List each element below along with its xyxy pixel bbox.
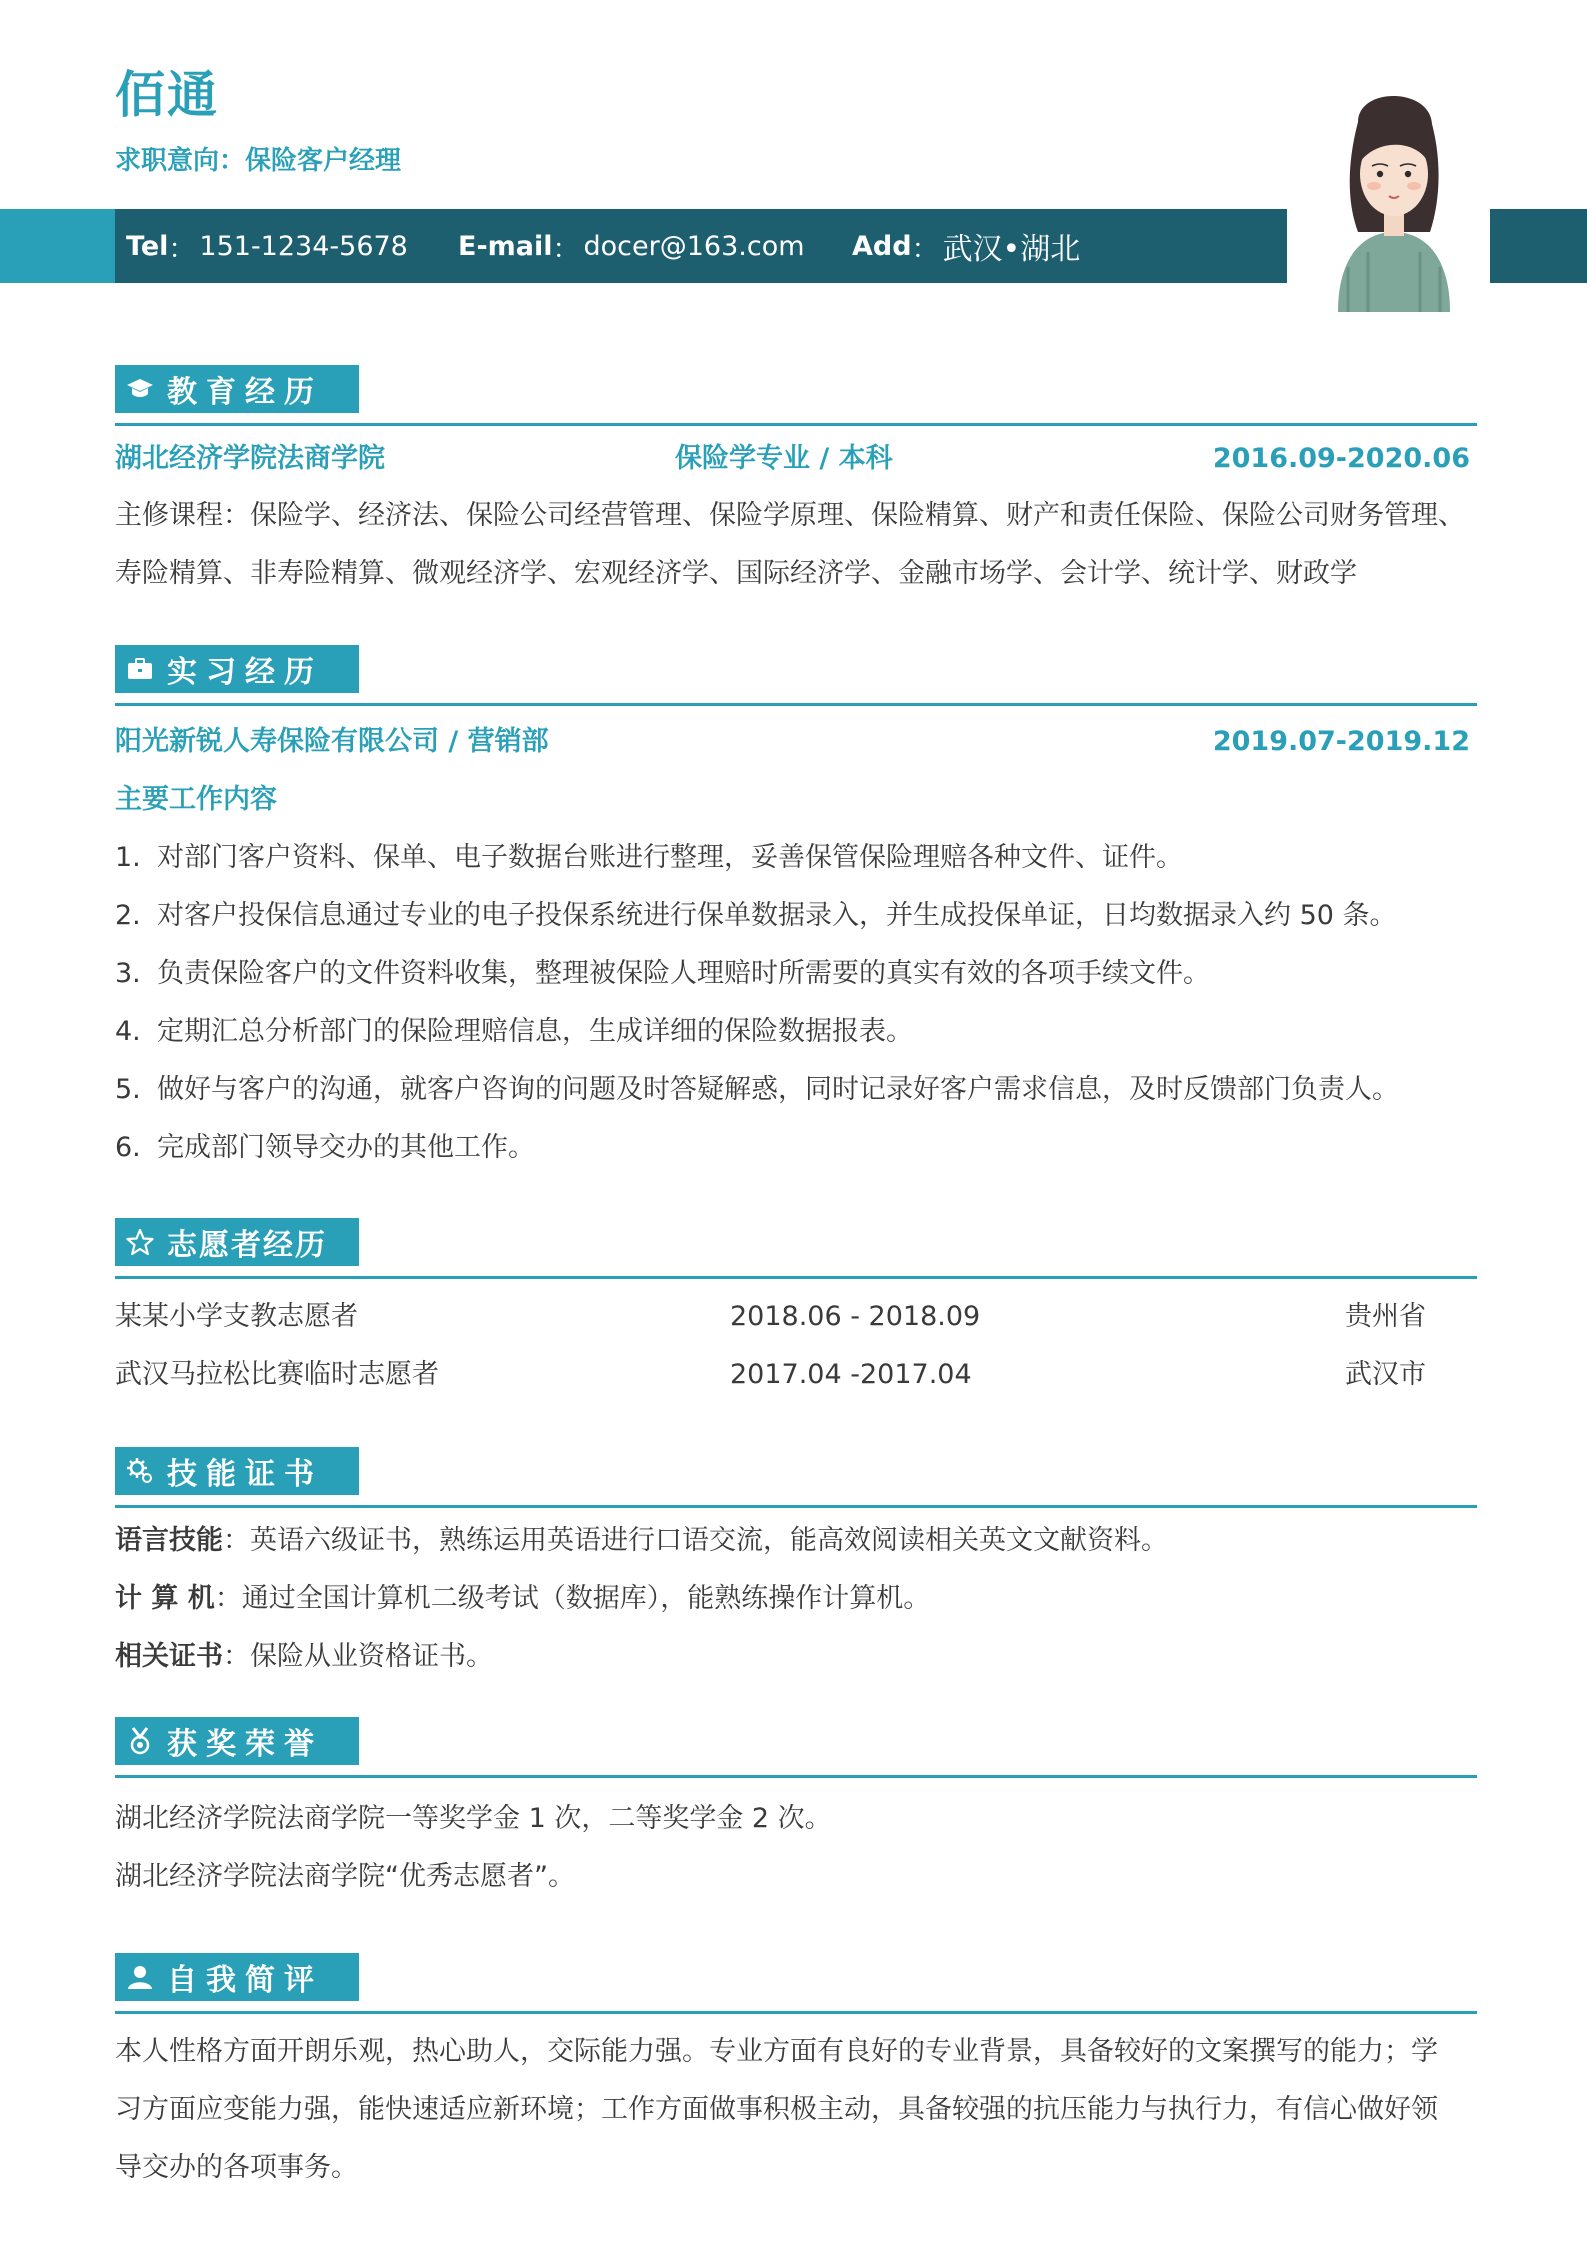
self-eval-line: 导交办的各项事务。 bbox=[115, 2152, 358, 2183]
avatar bbox=[1318, 82, 1470, 312]
list-item bbox=[115, 829, 1399, 887]
add-sep: ： bbox=[911, 233, 939, 265]
item-text: 对部门客户资料、保单、电子数据台账进行整理，妥善保管保险理赔各种文件、证件。 bbox=[157, 842, 1183, 873]
internship-company: 阳光新锐人寿保险有限公司 / 营销部 bbox=[115, 726, 549, 757]
skill-text: ：通过全国计算机二级考试（数据库），能熟练操作计算机。 bbox=[214, 1583, 931, 1614]
education-courses bbox=[115, 487, 1480, 603]
skill-label: 语言技能 bbox=[115, 1525, 223, 1556]
internship-row bbox=[115, 724, 1470, 759]
skill-text: ：保险从业资格证书。 bbox=[223, 1641, 493, 1672]
volunteer-name: 某某小学支教志愿者 bbox=[115, 1301, 358, 1332]
item-number: 6. bbox=[115, 1132, 141, 1163]
item-number: 2. bbox=[115, 900, 141, 931]
section-self-eval-title: 自我简评 bbox=[167, 1963, 323, 1998]
gears-icon bbox=[125, 1456, 155, 1486]
internship-duties bbox=[115, 829, 1399, 1177]
briefcase-icon bbox=[125, 654, 155, 684]
contact-bar-left bbox=[0, 209, 115, 283]
self-eval-line: 本人性格方面开朗乐观，热心助人，交际能力强。专业方面有良好的专业背景，具备较好的文案撰写的能力；学 bbox=[115, 2036, 1438, 2067]
section-divider bbox=[115, 1775, 1477, 1778]
email-value[interactable]: docer@163.com bbox=[583, 230, 805, 262]
skill-row bbox=[115, 1570, 1480, 1628]
item-text: 完成部门领导交办的其他工作。 bbox=[157, 1132, 535, 1163]
email-label: E-mail bbox=[458, 230, 553, 262]
internship-date: 2019.07-2019.12 bbox=[1212, 726, 1470, 757]
medal-icon bbox=[125, 1726, 155, 1756]
volunteer-date: 2018.06 - 2018.09 bbox=[730, 1301, 981, 1332]
skill-label: 相关证书 bbox=[115, 1641, 223, 1672]
awards-list bbox=[115, 1790, 1480, 1906]
contact-bar-right bbox=[1490, 209, 1587, 283]
section-skills-title: 技能证书 bbox=[167, 1457, 323, 1492]
education-major: 保险学专业 / 本科 bbox=[675, 443, 893, 474]
section-self-eval-header bbox=[115, 1953, 359, 2001]
skill-row bbox=[115, 1628, 1480, 1686]
contact-tel bbox=[126, 209, 408, 283]
list-item bbox=[115, 1119, 1399, 1177]
section-education-title: 教育经历 bbox=[167, 375, 323, 410]
add-label: Add bbox=[852, 230, 912, 262]
self-eval-line: 习方面应变能力强，能快速适应新环境；工作方面做事积极主动，具备较强的抗压能力与执行力，有信心做好领 bbox=[115, 2094, 1438, 2125]
user-icon bbox=[125, 1962, 155, 1992]
skill-row bbox=[115, 1512, 1480, 1570]
education-school: 湖北经济学院法商学院 bbox=[115, 443, 385, 474]
section-internship-title: 实习经历 bbox=[167, 655, 323, 690]
volunteer-row bbox=[115, 1357, 1470, 1392]
volunteer-name: 武汉马拉松比赛临时志愿者 bbox=[115, 1359, 439, 1390]
add-value: 武汉•湖北 bbox=[942, 232, 1081, 267]
item-number: 1. bbox=[115, 842, 141, 873]
tel-value: 151-1234-5678 bbox=[199, 230, 408, 262]
candidate-name: 佰通 bbox=[115, 66, 219, 124]
volunteer-place: 武汉市 bbox=[1345, 1359, 1426, 1390]
section-divider bbox=[115, 1276, 1477, 1279]
list-item bbox=[115, 1061, 1399, 1119]
item-number: 4. bbox=[115, 1016, 141, 1047]
list-item bbox=[115, 1003, 1399, 1061]
education-row bbox=[115, 441, 1470, 476]
section-divider bbox=[115, 1505, 1477, 1508]
tel-sep: ： bbox=[168, 233, 196, 265]
section-volunteer-title: 志愿者经历 bbox=[167, 1228, 327, 1263]
section-skills-header bbox=[115, 1447, 359, 1495]
courses-line-1: 主修课程：保险学、经济法、保险公司经营管理、保险学原理、保险精算、财产和责任保险、保险公司财务管理、 bbox=[115, 500, 1465, 531]
star-icon bbox=[125, 1227, 155, 1257]
skills-list bbox=[115, 1512, 1480, 1686]
contact-address bbox=[852, 209, 1080, 283]
skill-text: ：英语六级证书，熟练运用英语进行口语交流，能高效阅读相关英文文献资料。 bbox=[223, 1525, 1168, 1556]
section-education-header bbox=[115, 365, 359, 413]
section-divider bbox=[115, 2011, 1477, 2014]
self-eval-text bbox=[115, 2023, 1480, 2197]
internship-subtitle: 主要工作内容 bbox=[115, 784, 277, 815]
section-internship-header bbox=[115, 645, 359, 693]
volunteer-row bbox=[115, 1299, 1470, 1334]
email-sep: ： bbox=[552, 233, 580, 265]
section-divider bbox=[115, 423, 1477, 426]
contact-email bbox=[458, 209, 805, 283]
tel-label: Tel bbox=[126, 230, 169, 262]
item-text: 做好与客户的沟通，就客户咨询的问题及时答疑解惑，同时记录好客户需求信息，及时反馈部门负责人。 bbox=[157, 1074, 1399, 1105]
education-date: 2016.09-2020.06 bbox=[1212, 443, 1470, 474]
item-number: 3. bbox=[115, 958, 141, 989]
graduation-cap-icon bbox=[125, 374, 155, 404]
volunteer-date: 2017.04 -2017.04 bbox=[730, 1359, 972, 1390]
item-text: 对客户投保信息通过专业的电子投保系统进行保单数据录入，并生成投保单证，日均数据录入约 50 条。 bbox=[157, 900, 1397, 931]
skill-label: 计 算 机 bbox=[115, 1583, 215, 1614]
section-divider bbox=[115, 703, 1477, 706]
item-number: 5. bbox=[115, 1074, 141, 1105]
section-awards-header bbox=[115, 1717, 359, 1765]
item-text: 定期汇总分析部门的保险理赔信息，生成详细的保险数据报表。 bbox=[157, 1016, 913, 1047]
list-item bbox=[115, 945, 1399, 1003]
section-volunteer-header bbox=[115, 1218, 359, 1266]
list-item bbox=[115, 887, 1399, 945]
courses-line-2: 寿险精算、非寿险精算、微观经济学、宏观经济学、国际经济学、金融市场学、会计学、统计学、财政学 bbox=[115, 558, 1357, 589]
job-intent: 求职意向：保险客户经理 bbox=[115, 146, 402, 176]
item-text: 负责保险客户的文件资料收集，整理被保险人理赔时所需要的真实有效的各项手续文件。 bbox=[157, 958, 1210, 989]
volunteer-place: 贵州省 bbox=[1345, 1301, 1426, 1332]
award-line: 湖北经济学院法商学院“优秀志愿者”。 bbox=[115, 1861, 575, 1892]
section-awards-title: 获奖荣誉 bbox=[167, 1727, 323, 1762]
award-line: 湖北经济学院法商学院一等奖学金 1 次，二等奖学金 2 次。 bbox=[115, 1803, 832, 1834]
